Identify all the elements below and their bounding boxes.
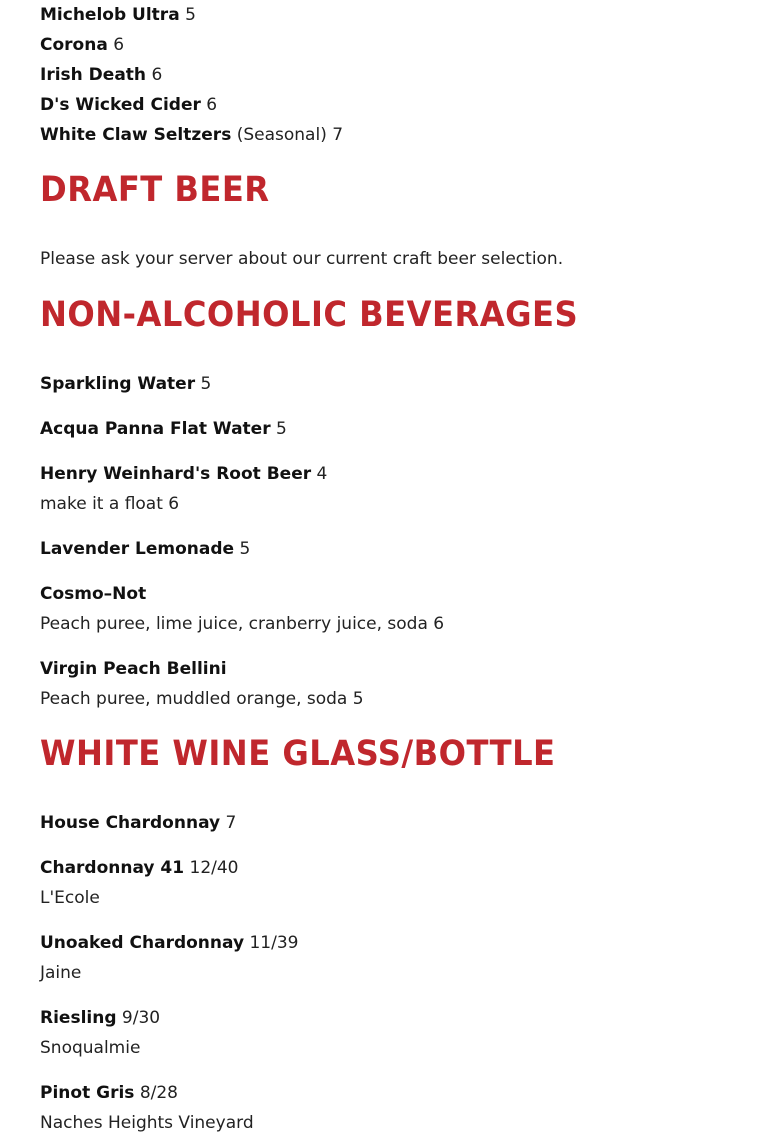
item-detail: Jaine — [40, 963, 82, 983]
menu-item — [40, 579, 740, 609]
non-alcoholic-list — [40, 369, 740, 714]
menu-page — [40, 0, 740, 1138]
menu-item — [40, 120, 740, 150]
item-name: Lavender Lemonade — [40, 539, 235, 559]
bottled-beer-list — [40, 0, 740, 150]
item-price: 6 — [206, 95, 218, 115]
item-name: Virgin Peach Bellini — [40, 659, 227, 679]
menu-item — [40, 60, 740, 90]
item-name: White Claw Seltzers — [40, 125, 232, 145]
item-price: 5 — [239, 539, 251, 559]
section-title-draft-beer: DRAFT BEER — [40, 170, 270, 210]
item-price: 6 — [113, 35, 125, 55]
item-price: 6 — [151, 65, 163, 85]
menu-item — [40, 853, 740, 883]
item-name: Unoaked Chardonnay — [40, 933, 245, 953]
item-name: Michelob Ultra — [40, 5, 180, 25]
item-detail: Snoqualmie — [40, 1038, 141, 1058]
item-price: 9/30 — [121, 1008, 161, 1028]
item-name: Pinot Gris — [40, 1083, 135, 1103]
menu-item — [40, 369, 740, 399]
item-name: House Chardonnay — [40, 813, 221, 833]
item-detail: Peach puree, lime juice, cranberry juice, soda 6 — [40, 614, 445, 634]
item-name: Riesling — [40, 1008, 117, 1028]
item-name: Chardonnay 41 — [40, 858, 185, 878]
menu-item — [40, 534, 740, 564]
item-name: Cosmo–Not — [40, 584, 147, 604]
menu-item — [40, 808, 740, 838]
item-detail: make it a float 6 — [40, 494, 180, 514]
menu-item — [40, 1003, 740, 1033]
item-price: 12/40 — [189, 858, 239, 878]
item-price: 11/39 — [249, 933, 299, 953]
item-name: Sparkling Water — [40, 374, 196, 394]
menu-item — [40, 654, 740, 684]
menu-item — [40, 90, 740, 120]
section-title-non-alcoholic: NON-ALCOHOLIC BEVERAGES — [40, 295, 579, 335]
white-wine-list — [40, 808, 740, 1138]
item-name: Irish Death — [40, 65, 147, 85]
item-price: 5 — [185, 5, 196, 25]
item-price: 5 — [200, 374, 212, 394]
menu-item — [40, 30, 740, 60]
item-name: D's Wicked Cider — [40, 95, 201, 115]
menu-item — [40, 414, 740, 444]
item-detail: Peach puree, muddled orange, soda 5 — [40, 689, 364, 709]
item-name: Acqua Panna Flat Water — [40, 419, 271, 439]
item-price: 8/28 — [139, 1083, 178, 1103]
draft-note: Please ask your server about our current craft beer selection. — [40, 249, 564, 269]
menu-item — [40, 459, 740, 489]
item-price: (Seasonal) 7 — [236, 125, 344, 145]
item-name: Corona — [40, 35, 108, 55]
item-price: 5 — [276, 419, 287, 439]
item-name: Henry Weinhard's Root Beer — [40, 464, 312, 484]
menu-item — [40, 928, 740, 958]
item-price: 7 — [225, 813, 237, 833]
item-detail: L'Ecole — [40, 888, 100, 908]
menu-item — [40, 1078, 740, 1108]
item-detail: Naches Heights Vineyard — [40, 1113, 254, 1133]
menu-item — [40, 0, 740, 30]
section-title-white-wine: WHITE WINE GLASS/BOTTLE — [40, 734, 556, 774]
item-price: 4 — [316, 464, 328, 484]
